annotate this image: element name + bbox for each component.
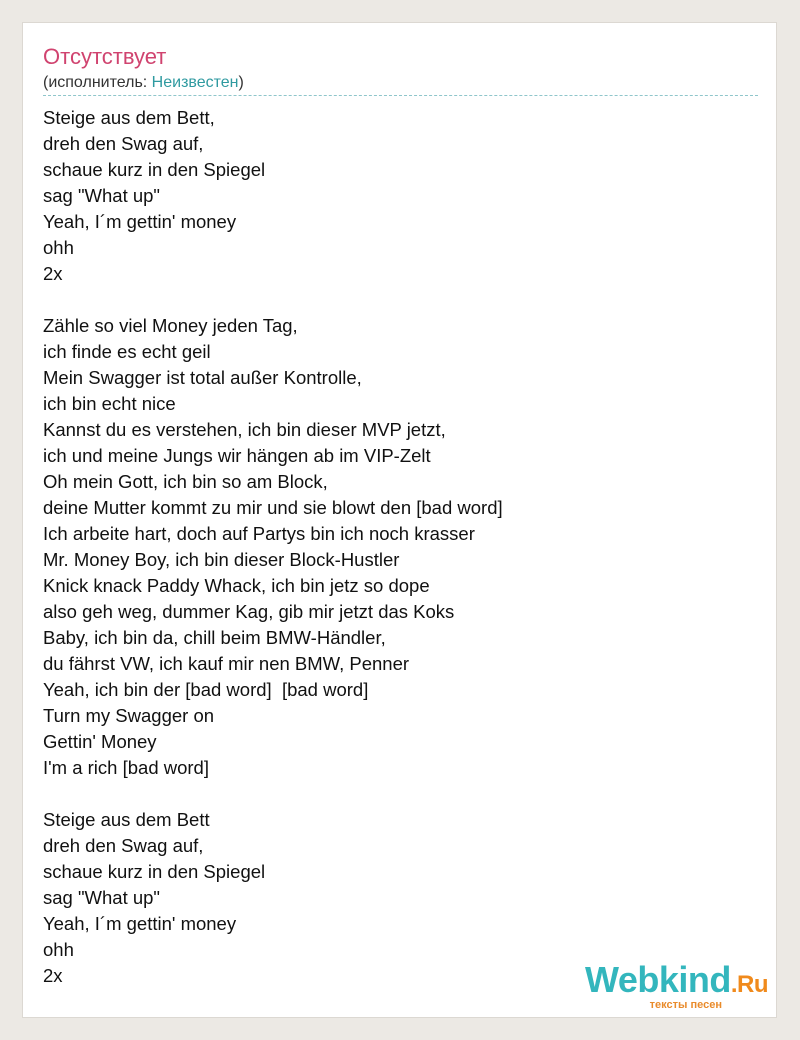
lyric-line: du fährst VW, ich kauf mir nen BMW, Penner	[43, 653, 410, 674]
lyric-line: Steige aus dem Bett	[43, 809, 210, 830]
logo-wordmark: Webkind	[584, 959, 731, 1000]
lyric-line: Yeah, ich bin der [bad word] [bad word]	[43, 679, 369, 700]
lyric-line: ich und meine Jungs wir hängen ab im VIP-Zelt	[43, 445, 431, 466]
lyrics-body	[43, 105, 758, 989]
logo-tld: .Ru	[730, 971, 768, 998]
lyric-line: 2x	[43, 965, 63, 986]
lyric-line: schaue kurz in den Spiegel	[43, 159, 266, 180]
lyric-line	[43, 781, 758, 807]
logo-subtitle: тексты песен	[649, 999, 722, 1011]
lyric-line: deine Mutter kommt zu mir und sie blowt den [bad word]	[43, 497, 503, 518]
lyrics-card	[22, 22, 777, 1018]
lyric-line: Oh mein Gott, ich bin so am Block,	[43, 471, 328, 492]
lyric-line: dreh den Swag auf,	[43, 835, 204, 856]
lyric-line: Kannst du es verstehen, ich bin dieser MVP jetzt,	[43, 419, 446, 440]
site-logo[interactable]	[584, 959, 768, 1011]
song-title: Отсутствует	[43, 44, 167, 69]
lyric-line: Baby, ich bin da, chill beim BMW-Händler,	[43, 627, 386, 648]
lyric-line: Gettin' Money	[43, 731, 157, 752]
lyric-line: ich bin echt nice	[43, 393, 176, 414]
lyric-line: Steige aus dem Bett,	[43, 107, 215, 128]
lyric-line: Turn my Swagger on	[43, 705, 215, 726]
artist-prefix: (исполнитель:	[43, 74, 152, 91]
lyric-line: ohh	[43, 237, 74, 258]
lyric-line: also geh weg, dummer Kag, gib mir jetzt das Koks	[43, 601, 455, 622]
lyric-line: ich finde es echt geil	[43, 341, 211, 362]
lyric-line: I'm a rich [bad word]	[43, 757, 209, 778]
lyric-line	[43, 287, 758, 313]
lyric-line: Mein Swagger ist total außer Kontrolle,	[43, 367, 362, 388]
lyric-line: ohh	[43, 939, 74, 960]
artist-link[interactable]: Неизвестен	[151, 74, 239, 91]
lyric-line: Knick knack Paddy Whack, ich bin jetz so dope	[43, 575, 430, 596]
lyric-line: dreh den Swag auf,	[43, 133, 204, 154]
artist-suffix: )	[238, 74, 244, 91]
lyric-line: 2x	[43, 263, 63, 284]
lyric-line: Yeah, I´m gettin' money	[43, 913, 237, 934]
lyric-line: Mr. Money Boy, ich bin dieser Block-Hustler	[43, 549, 400, 570]
lyric-line: Ich arbeite hart, doch auf Partys bin ich noch krasser	[43, 523, 475, 544]
lyric-line: Yeah, I´m gettin' money	[43, 211, 237, 232]
lyric-line: Zähle so viel Money jeden Tag,	[43, 315, 298, 336]
artist-line	[43, 73, 244, 93]
lyric-line: schaue kurz in den Spiegel	[43, 861, 266, 882]
lyric-line: sag "What up"	[43, 887, 160, 908]
dashed-divider	[43, 95, 758, 96]
lyric-line: sag "What up"	[43, 185, 160, 206]
